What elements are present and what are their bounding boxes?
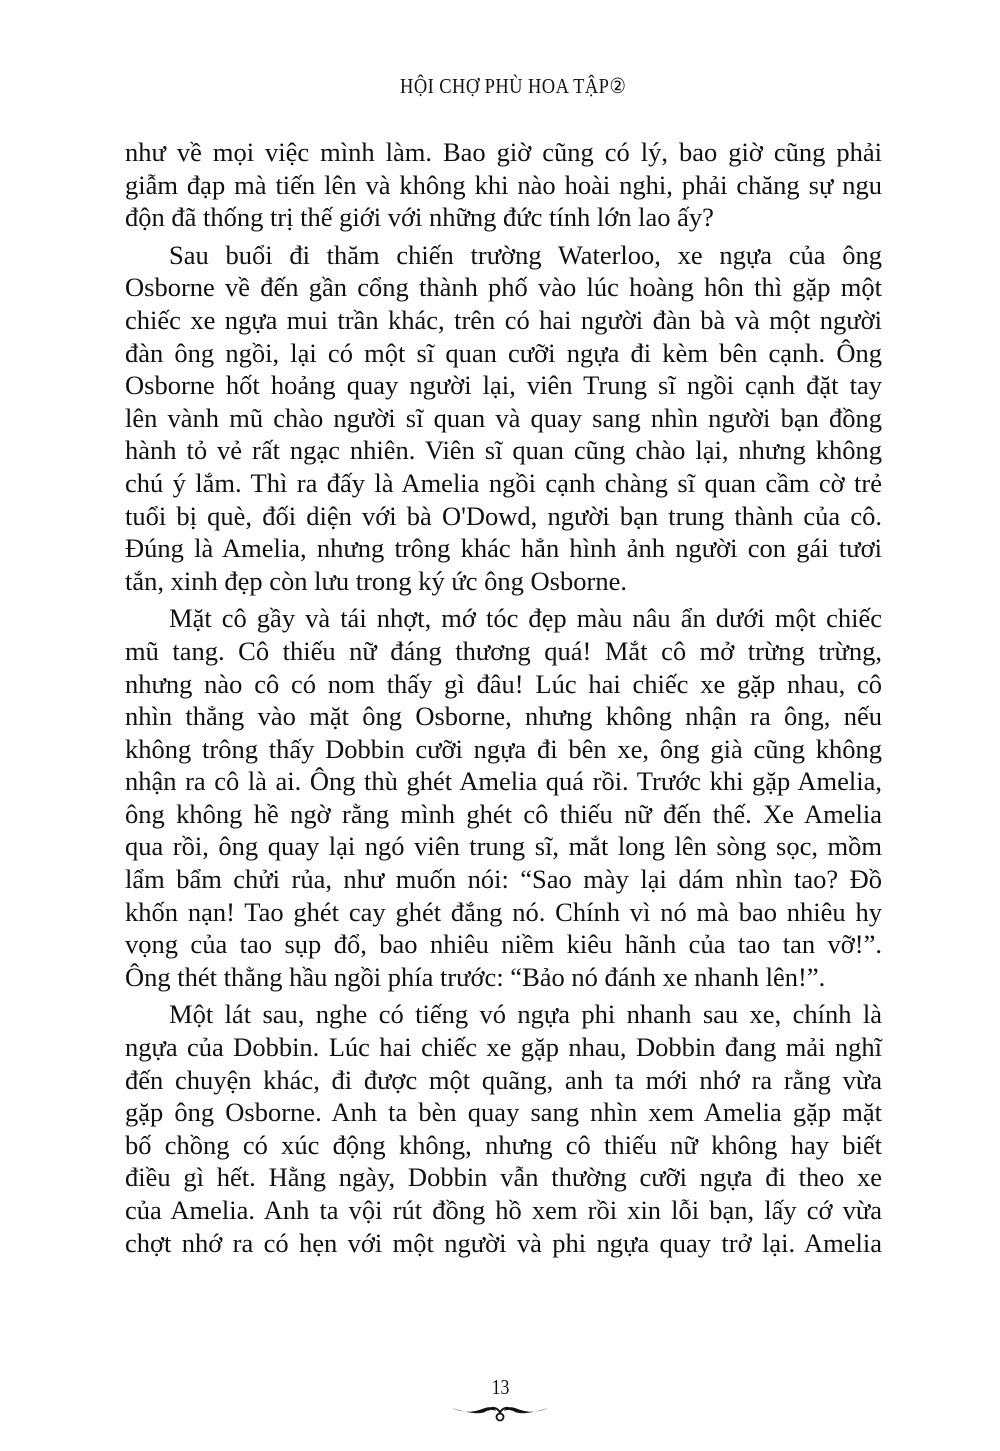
text-line: Osborne về đến gần cổng thành phố vào lúc hoàng hôn thì gặp một bbox=[125, 272, 882, 303]
text-line: Mặt cô gầy và tái nhợt, mớ tóc đẹp màu nâu ẩn dưới một chiếc bbox=[169, 603, 882, 634]
text-line: ngựa của Dobbin. Lúc hai chiếc xe gặp nhau, Dobbin đang mải nghĩ bbox=[125, 1032, 882, 1063]
text-line: Sau buổi đi thăm chiến trường Waterloo, xe ngựa của ông bbox=[169, 239, 882, 270]
text-line: gặp ông Osborne. Anh ta bèn quay sang nhìn xem Amelia gặp mặt bbox=[125, 1097, 882, 1128]
text-line: tắn, xinh đẹp còn lưu trong ký ức ông Osborne. bbox=[125, 565, 627, 596]
body-text bbox=[125, 136, 882, 1264]
text-line: nhìn thẳng vào mặt ông Osborne, nhưng không nhận ra ông, nếu bbox=[125, 701, 882, 732]
text-line: Ông thét thằng hầu ngồi phía trước: “Bảo nó đánh xe nhanh lên!”. bbox=[125, 961, 826, 992]
paragraph bbox=[125, 136, 882, 234]
paragraph bbox=[125, 239, 882, 598]
running-header: HỘI CHỢ PHÙ HOA TẬP② bbox=[400, 74, 627, 98]
text-line: khốn nạn! Tao ghét cay ghét đắng nó. Chính vì nó mà bao nhiêu hy bbox=[125, 896, 882, 927]
text-line: nhận ra cô là ai. Ông thù ghét Amelia quá rồi. Trước khi gặp Amelia, bbox=[125, 766, 882, 797]
paragraph bbox=[125, 998, 882, 1259]
text-line: chợt nhớ ra có hẹn với một người và phi ngựa quay trở lại. Amelia bbox=[125, 1227, 882, 1258]
text-line: của Amelia. Anh ta vội rút đồng hồ xem rồi xin lỗi bạn, lấy cớ vừa bbox=[125, 1195, 882, 1225]
text-line: chú ý lắm. Thì ra đấy là Amelia ngồi cạnh chàng sĩ quan cầm cờ trẻ bbox=[125, 467, 882, 498]
text-line: bố chồng có xúc động không, nhưng cô thiếu nữ không hay biết bbox=[125, 1129, 882, 1160]
text-line: độn đã thống trị thế giới với những đức tính lớn lao ấy? bbox=[125, 202, 714, 233]
text-line: mũ tang. Cô thiếu nữ đáng thương quá! Mắt cô mở trừng trừng, bbox=[125, 635, 882, 666]
text-line: hành tỏ vẻ rất ngạc nhiên. Viên sĩ quan cũng chào lại, nhưng không bbox=[125, 435, 882, 466]
text-line: đến chuyện khác, đi được một quãng, anh ta mới nhớ ra rằng vừa bbox=[125, 1064, 882, 1095]
text-line: đàn ông ngồi, lại có một sĩ quan cưỡi ngựa đi kèm bên cạnh. Ông bbox=[125, 337, 882, 368]
text-line: Osborne hốt hoảng quay người lại, viên Trung sĩ ngồi cạnh đặt tay bbox=[125, 370, 882, 401]
text-line: Một lát sau, nghe có tiếng vó ngựa phi nhanh sau xe, chính là bbox=[169, 999, 882, 1030]
text-line: chiếc xe ngựa mui trần khác, trên có hai người đàn bà và một người bbox=[125, 304, 882, 335]
text-line: giẫm đạp mà tiến lên và không khi nào hoài nghi, phải chăng sự ngu bbox=[125, 169, 882, 200]
text-line: lên vành mũ chào người sĩ quan và quay sang nhìn người bạn đồng bbox=[125, 402, 882, 433]
text-line: như về mọi việc mình làm. Bao giờ cũng có lý, bao giờ cũng phải bbox=[125, 137, 882, 167]
page-footer bbox=[0, 1375, 1000, 1422]
text-line: qua rồi, ông quay lại ngó viên trung sĩ, mắt long lên sòng sọc, mồm bbox=[125, 831, 882, 862]
page-number: 13 bbox=[491, 1375, 509, 1399]
paragraph bbox=[125, 602, 882, 993]
text-line: điều gì hết. Hằng ngày, Dobbin vẫn thường cưỡi ngựa đi theo xe bbox=[125, 1162, 882, 1193]
ornament-flourish-icon bbox=[450, 1400, 550, 1422]
text-line: lẩm bẩm chửi rủa, như muốn nói: “Sao mày lại dám nhìn tao? Đồ bbox=[125, 864, 882, 895]
text-line: tuổi bị què, đối diện với bà O'Dowd, người bạn trung thành của cô. bbox=[125, 500, 882, 531]
text-line: không trông thấy Dobbin cưỡi ngựa đi bên xe, ông già cũng không bbox=[125, 733, 882, 764]
text-line: vọng của tao sụp đổ, bao nhiêu niềm kiêu hãnh của tao tan vỡ!”. bbox=[125, 929, 882, 960]
text-line: ông không hề ngờ rằng mình ghét cô thiếu nữ đến thế. Xe Amelia bbox=[125, 798, 882, 829]
text-line: nhưng nào cô có nom thấy gì đâu! Lúc hai chiếc xe gặp nhau, cô bbox=[125, 668, 882, 699]
text-line: Đúng là Amelia, nhưng trông khác hẳn hình ảnh người con gái tươi bbox=[125, 533, 882, 564]
